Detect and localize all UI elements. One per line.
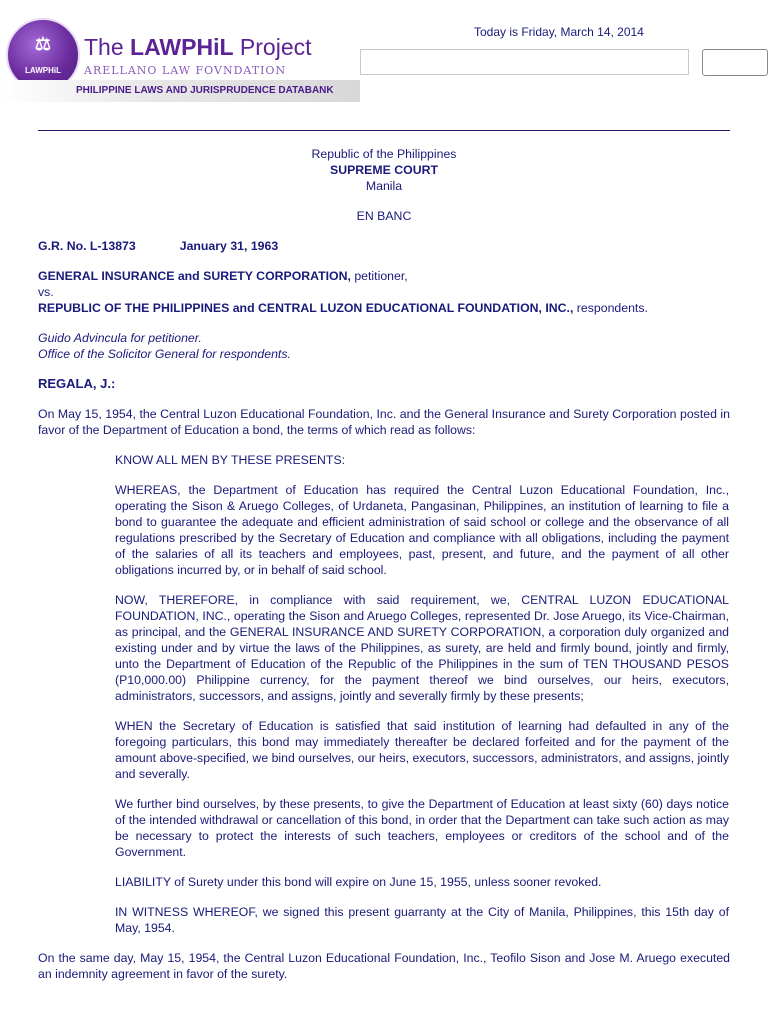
search-button[interactable] — [702, 49, 768, 76]
logo-tagline-bar — [0, 80, 360, 102]
quote-paragraph: WHEREAS, the Department of Education has required the Central Luzon Educational Foundation, Inc., operating the Sison & Aruego Colleges, of Urdaneta, Pangasinan, Philippines, an institution of learning to file a bond to guarantee the adequate and efficient administration of said school or college and the observance of all regulations prescribed by the Secretary of Education and compliance with all obligations, including the payment of the salaries of all its teachers and employees, past, present, and future, and the payment of all other obligations incurred by, or in behalf of said school. — [115, 483, 729, 577]
header-divider — [38, 130, 730, 131]
scales-icon: ⚖ — [34, 34, 52, 55]
versus: vs. — [38, 285, 54, 299]
bond-quote — [115, 452, 729, 936]
case-number-line — [38, 238, 730, 254]
petitioner-role: petitioner, — [350, 269, 408, 283]
logo-tagline: PHILIPPINE LAWS AND JURISPRUDENCE DATABANK — [76, 85, 334, 96]
logo-title-suffix: Project — [233, 34, 312, 60]
quote-paragraph: IN WITNESS WHEREOF, we signed this present guarranty at the City of Manila, Philippines, this 15th day of May, 1954. — [115, 905, 729, 935]
logo-title-brand: LAWPHiL — [130, 34, 234, 60]
petitioner-line — [38, 268, 730, 284]
gr-number: G.R. No. L-13873 — [38, 239, 136, 253]
today-date: Today is Friday, March 14, 2014 — [474, 25, 644, 39]
court-city: Manila — [365, 179, 403, 193]
logo-title — [84, 34, 312, 61]
counsel-petitioner: Guido Advincula for petitioner. — [38, 331, 202, 345]
division: EN BANC — [356, 209, 412, 223]
counsel-block — [38, 330, 730, 362]
search-input[interactable] — [360, 49, 689, 75]
logo-title-prefix: The — [84, 34, 131, 60]
site-header — [0, 0, 768, 104]
republic-line: Republic of the Philippines — [311, 147, 457, 161]
respondent-line — [38, 300, 730, 316]
respondent-role: respondents. — [573, 301, 648, 315]
lawphil-logo[interactable] — [0, 14, 360, 102]
court-name: SUPREME COURT — [330, 163, 438, 177]
decision-date: January 31, 1963 — [179, 239, 279, 253]
petitioner-name: GENERAL INSURANCE and SURETY CORPORATION, — [38, 269, 351, 283]
closing-paragraph: On the same day, May 15, 1954, the Central Luzon Educational Foundation, Inc., Teofilo Sison and Jose M. Aruego executed an indemnity agreement in favor of the surety. — [38, 951, 730, 981]
counsel-respondents: Office of the Solicitor General for respondents. — [38, 347, 291, 361]
respondent-name: REPUBLIC OF THE PHILIPPINES and CENTRAL LUZON EDUCATIONAL FOUNDATION, INC., — [38, 301, 574, 315]
logo-subtitle: ARELLANO LAW FOVNDATION — [84, 64, 287, 77]
quote-paragraph: KNOW ALL MEN BY THESE PRESENTS: — [115, 453, 346, 467]
quote-paragraph: NOW, THEREFORE, in compliance with said requirement, we, CENTRAL LUZON EDUCATIONAL FOUNDATION, INC., operating the Sison and Aruego Colleges, represented Dr. Jose Aruego, its Vice-Chairman, as principal, and the GENERAL INSURANCE AND SURETY CORPORATION, a corporation duly organized and existing under and by virtue the laws of the Philippines, as surety, are held and firmly bound, jointly and firmly, unto the Department of Education of the Republic of the Philippines in the sum of TEN THOUSAND PESOS (P10,000.00) Philippine currency, for the payment thereof we bind ourselves, our heirs, executors, administrators, successors, and assigns, jointly and severally firmly by these presents; — [115, 593, 729, 703]
decision-document — [38, 146, 730, 982]
seal-label: LAWPHiL — [25, 66, 61, 75]
intro-paragraph: On May 15, 1954, the Central Luzon Educational Foundation, Inc. and the General Insurance and Surety Corporation posted in favor of the Department of Education a bond, the terms of which read as follows: — [38, 407, 730, 437]
quote-paragraph: WHEN the Secretary of Education is satisfied that said institution of learning had defaulted in any of the foregoing particulars, this bond may immediately thereafter be declared forfeited and for the payment of the amount above-specified, we bind ourselves, our heirs, executors, successors, administrators, and assigns, jointly and severally. — [115, 719, 729, 781]
quote-paragraph: We further bind ourselves, by these presents, to give the Department of Education at least sixty (60) days notice of the intended withdrawal or cancellation of this bond, in order that the Department can take such action as may be necessary to protect the interests of such teachers, employees or creditors of the school and of the Government. — [115, 797, 729, 859]
ponente: REGALA, J.: — [38, 376, 116, 391]
quote-paragraph: LIABILITY of Surety under this bond will expire on June 15, 1955, unless sooner revoked. — [115, 875, 602, 889]
